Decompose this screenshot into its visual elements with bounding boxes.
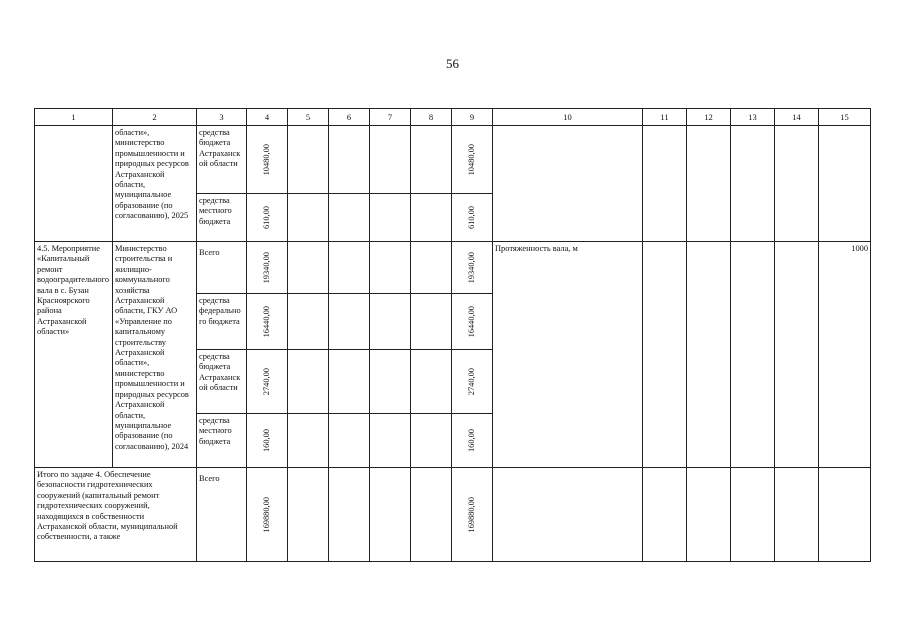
program-table <box>34 108 871 562</box>
cell-empty <box>411 468 452 562</box>
cell-empty <box>329 194 370 242</box>
cell-empty <box>411 126 452 194</box>
amount-cell: 169880,00 <box>247 468 288 562</box>
col-header-4: 4 <box>247 109 288 126</box>
amount-cell: 169880,00 <box>452 468 493 562</box>
amount-cell: 19340,00 <box>452 242 493 294</box>
amount-cell: 160,00 <box>247 414 288 468</box>
cell-empty <box>687 126 731 242</box>
cell-empty <box>775 242 819 468</box>
cell-empty <box>643 242 687 468</box>
funding-source-cell: Всего <box>197 242 247 294</box>
amount-cell: 16440,00 <box>452 294 493 350</box>
indicator-cell <box>493 468 643 562</box>
col-header-7: 7 <box>370 109 411 126</box>
cell-empty <box>370 242 411 294</box>
cell-empty <box>731 468 775 562</box>
amount-cell: 16440,00 <box>247 294 288 350</box>
cell-empty <box>288 194 329 242</box>
cell-empty <box>411 194 452 242</box>
table-row <box>35 242 871 294</box>
col-header-5: 5 <box>288 109 329 126</box>
funding-source-cell: средства местного бюджета <box>197 194 247 242</box>
amount-cell: 160,00 <box>452 414 493 468</box>
col-header-8: 8 <box>411 109 452 126</box>
cell-empty <box>687 242 731 468</box>
col-header-3: 3 <box>197 109 247 126</box>
indicator-cell: Протяженность вала, м <box>493 242 643 468</box>
column-number-row <box>35 109 871 126</box>
cell-empty <box>329 126 370 194</box>
col-header-15: 15 <box>819 109 871 126</box>
cell-empty <box>329 414 370 468</box>
amount-cell: 610,00 <box>452 194 493 242</box>
cell-empty <box>411 294 452 350</box>
cell-empty <box>288 414 329 468</box>
cell-empty <box>329 242 370 294</box>
cell-empty <box>687 468 731 562</box>
indicator-value-cell: 1000 <box>819 242 871 468</box>
table-row <box>35 126 871 194</box>
funding-source-cell: средства бюджета Астраханской области <box>197 350 247 414</box>
col-header-13: 13 <box>731 109 775 126</box>
funding-source-cell: Всего <box>197 468 247 562</box>
cell-empty <box>370 126 411 194</box>
cell-empty <box>370 194 411 242</box>
cell-empty <box>370 414 411 468</box>
col-header-11: 11 <box>643 109 687 126</box>
cell-empty <box>329 468 370 562</box>
measure-name-cell: 4.5. Мероприятие «Капитальный ремонт водооградительного вала в с. Бузан Красноярского района Астраханской области» <box>35 242 113 468</box>
amount-cell: 2740,00 <box>452 350 493 414</box>
cell-empty <box>329 294 370 350</box>
executor-cell: области», министерство промышленности и природных ресурсов Астраханской области, муниципальное образование (по согласованию), 2025 <box>113 126 197 242</box>
funding-source-cell: средства местного бюджета <box>197 414 247 468</box>
cell-empty <box>643 468 687 562</box>
cell-empty <box>288 294 329 350</box>
cell-empty <box>411 414 452 468</box>
cell-empty <box>731 242 775 468</box>
col-header-14: 14 <box>775 109 819 126</box>
cell-empty <box>288 242 329 294</box>
cell-empty <box>819 468 871 562</box>
indicator-cell <box>493 126 643 242</box>
page-number: 56 <box>446 56 459 71</box>
cell-empty <box>819 126 871 242</box>
task-total-cell: Итого по задаче 4. Обеспечение безопасности гидротехнических сооружений (капитальный ремонт гидротехнических сооружений, находящихся в собственности Астраханской области, муниципальной собственности, а также <box>35 468 197 562</box>
cell-empty <box>288 126 329 194</box>
cell-empty <box>643 126 687 242</box>
cell-empty <box>775 126 819 242</box>
funding-source-cell: средства бюджета Астраханской области <box>197 126 247 194</box>
col-header-6: 6 <box>329 109 370 126</box>
funding-source-cell: средства федерального бюджета <box>197 294 247 350</box>
cell-empty <box>370 294 411 350</box>
cell-empty <box>370 468 411 562</box>
amount-cell: 2740,00 <box>247 350 288 414</box>
cell-empty <box>329 350 370 414</box>
cell-empty <box>288 468 329 562</box>
col-header-9: 9 <box>452 109 493 126</box>
col-header-12: 12 <box>687 109 731 126</box>
cell-empty <box>731 126 775 242</box>
amount-cell: 10480,00 <box>452 126 493 194</box>
col-header-1: 1 <box>35 109 113 126</box>
cell-empty <box>411 350 452 414</box>
col-header-2: 2 <box>113 109 197 126</box>
amount-cell: 10480,00 <box>247 126 288 194</box>
col-header-10: 10 <box>493 109 643 126</box>
amount-cell: 610,00 <box>247 194 288 242</box>
executor-cell: Министерство строительства и жилищно-коммунального хозяйства Астраханской области, ГКУ АО «Управление по капитальному строительству Астраханской области», министерство промышленности и природных ресурсов Астраханской области, муниципальное образование (по согласованию), 2024 <box>113 242 197 468</box>
cell-empty <box>411 242 452 294</box>
amount-cell: 19340,00 <box>247 242 288 294</box>
cell-empty <box>775 468 819 562</box>
cell-empty <box>288 350 329 414</box>
table-row <box>35 468 871 562</box>
cell-empty <box>35 126 113 242</box>
cell-empty <box>370 350 411 414</box>
